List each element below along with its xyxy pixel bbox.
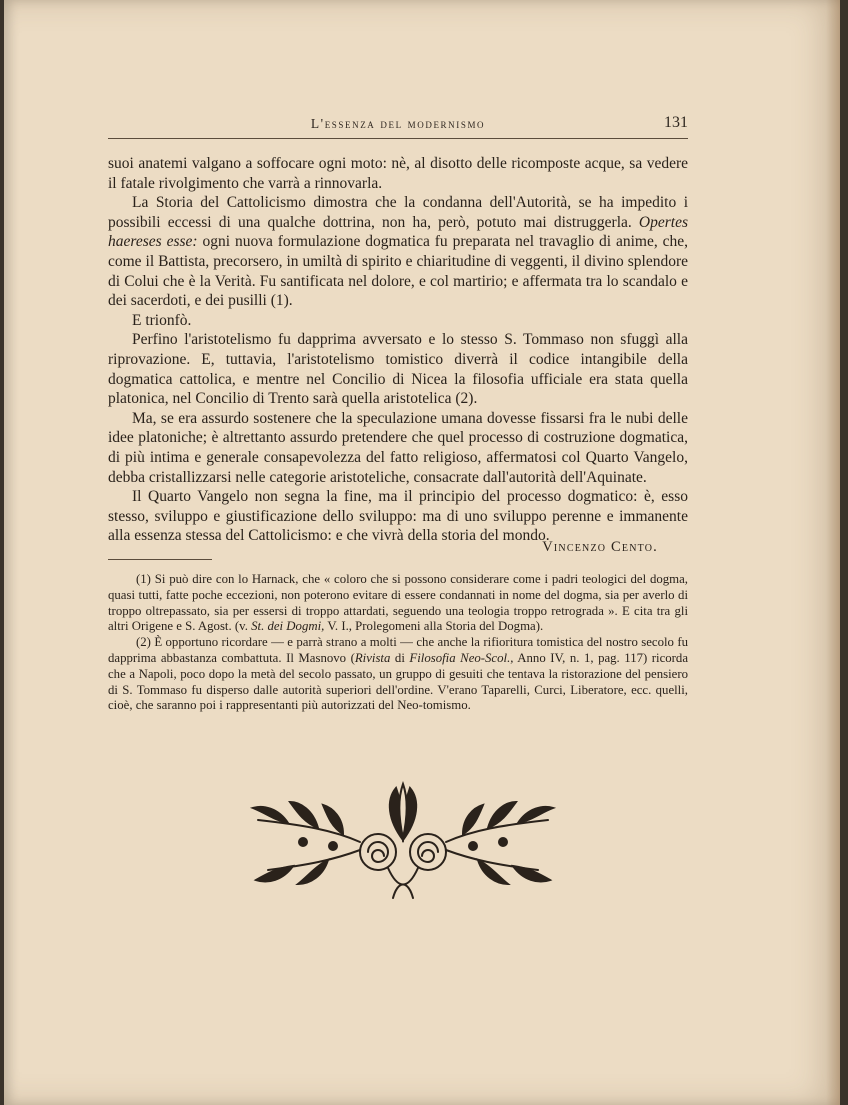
footnote-1-title: St. dei Dogmi, [251,619,325,634]
author-signature: Vincenzo Cento. [542,539,658,555]
footnote-2-title-a: Rivista [354,650,391,665]
body-text [108,154,688,546]
footnote-2 [108,635,688,714]
footnote-1-text-a: (1) Si può dire con lo Harnack, che « coloro che si possono considerare come i padri teologici del dogma, quasi tutti, fatte poche eccezioni, non poterono evitare di essere condannati in nome del dogma, sia per averlo di troppo oltrepassato, sia per essersi di troppo attardati, seguendo una teologia troppo retrograda ». E cita tra gli altri Origene e S. Agost. (v. [108,572,688,634]
running-title: L'essenza del modernismo [310,116,486,131]
footnote-divider [108,559,212,560]
paragraph-4: Perfino l'aristotelismo fu dapprima avversato e lo stesso S. Tommaso non sfuggì alla riprovazione. E, tuttavia, l'aristotelismo tomistico diverrà il codice intangibile della dogmatica cattolica, e mentre nel Concilio di Nicea la filosofia ufficiale era stata quella platonica, nel Concilio di Trento sarà quella aristotelica (2). [108,331,688,408]
footnote-2-text-a: (2) È opportuno ricordare — e parrà strano a molti — che anche la rifioritura tomistica del nostro secolo fu dapprima abbastanza combattuta. Il Masnovo ( [108,635,688,665]
paragraph-3: E trionfò. [132,311,192,329]
footnotes [108,572,688,714]
floral-vignette-icon [248,780,558,905]
footnote-2-title-b: Filosofia Neo-Scol., [409,650,514,665]
paragraph-5: Ma, se era assurdo sostenere che la speculazione umana dovesse fissarsi fra le nubi delle idee platoniche; è altrettanto assurdo pretendere che quel processo di costruzione dogmatica, di più intima e generale consapevolezza del fatto religioso, affermatosi col Quarto Vangelo, debba cristallizzarsi nelle categorie aristoteliche, consacrate dall'autorità dell'Aquinate. [108,409,688,486]
latin-quote: Opertes haereses esse: [108,213,688,251]
footnote-2-text-b: Anno IV, n. 1, pag. 117) ricorda che a Napoli, poco dopo la metà del secolo passato, un gruppo di gesuiti che tentava la ristorazione del pensiero di S. Tommaso fu disperso dalle autorità superiori dell'ordine. V'erano Taparelli, Curci, Liberatore, ecc. quelli, cioè, che saranno poi i rappresentanti più autorizzati del Neo-tomismo. [108,650,689,713]
paragraph-2 [108,193,688,311]
page-number: 131 [664,114,688,131]
paragraph-2-text-a: La Storia del Cattolicismo dimostra che la condanna dell'Autorità, se ha impedito i possibili eccessi di una qualche dottrina, non ha, però, potuto mai distruggerla. [108,194,688,231]
footnote-1 [108,572,688,635]
running-head [108,114,688,139]
paragraph-6: Il Quarto Vangelo non segna la fine, ma il principio del processo dogmatico: è, esso stesso, sviluppo e giustificazione dello sviluppo: ma di uno sviluppo perenne e immanente alla essenza stessa del Cattolicismo: e che vivrà della storia del mondo. [108,488,688,545]
footnote-1-text-b: V. I., Prolegomeni alla Storia del Dogma). [327,619,544,634]
footnote-2-text-mid: di [394,650,405,665]
paragraph-1: suoi anatemi valgano a soffocare ogni moto: nè, al disotto delle ricomposte acque, sa vedere il fatale rivolgimento che varrà a rinnovarla. [108,155,688,192]
paragraph-2-text-b: ogni nuova formulazione dogmatica fu preparata nel travaglio di anime, che, come il Battista, precorsero, in umiltà di spirito e chiaritudine di veggenti, il divino splendore di Colui che è la Verità. Fu santificata nel dolore, e col martirio; e affermata tra lo scandalo e dei sacerdoti, e dei pusilli (1). [108,233,688,310]
book-page [4,0,840,1105]
